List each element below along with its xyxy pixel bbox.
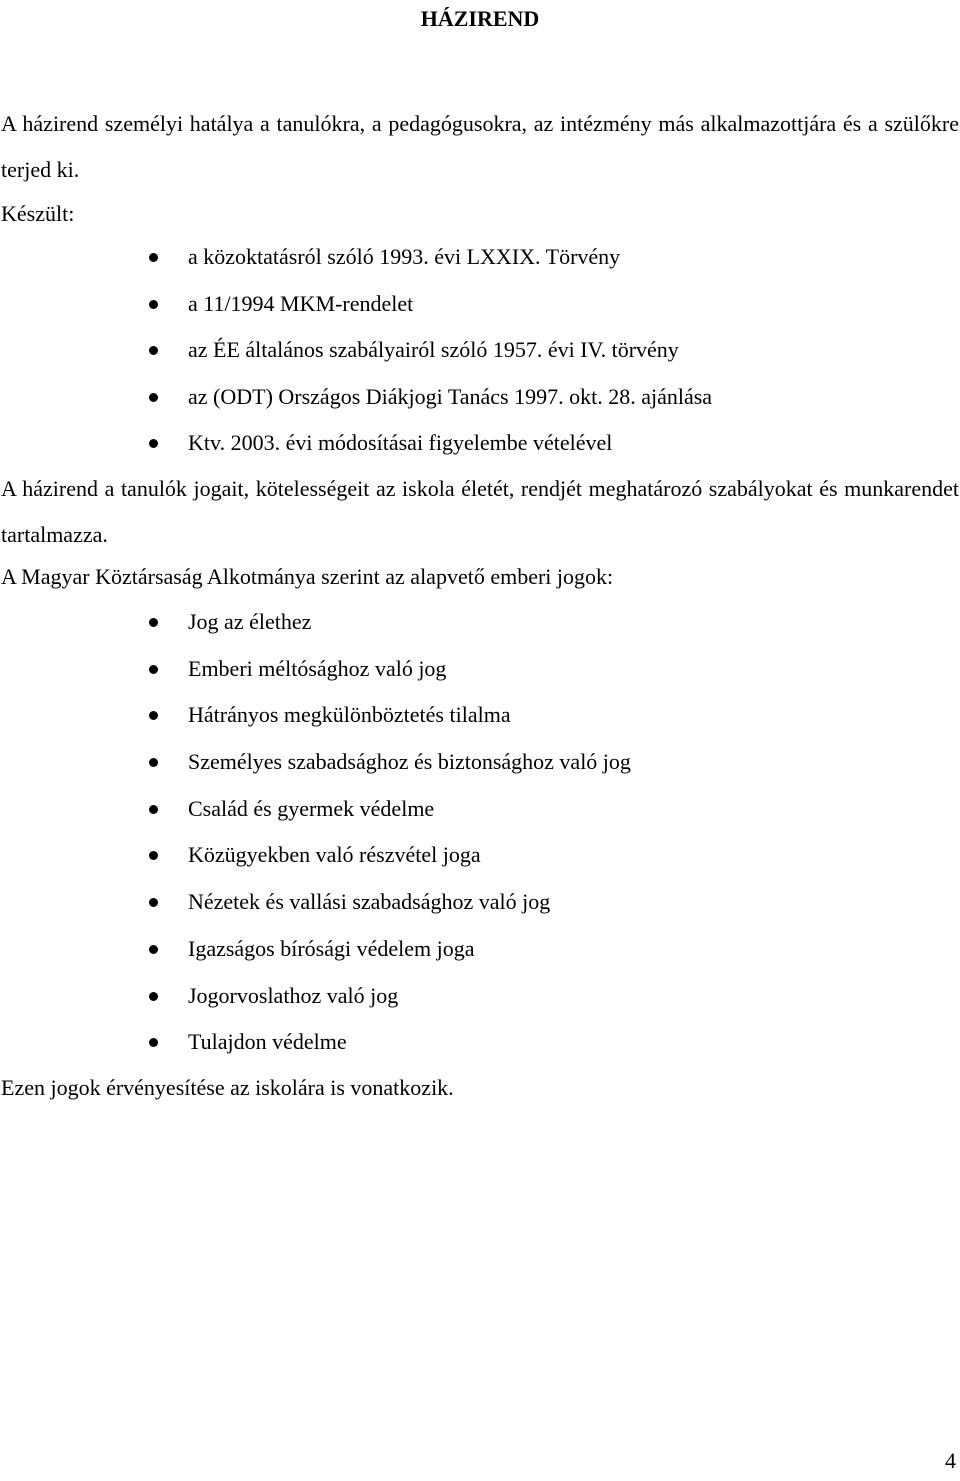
list-item: az ÉE általános szabályairól szóló 1957. évi IV. törvény [0,327,960,374]
list-item: Jogorvoslathoz való jog [0,973,960,1020]
bullet-icon [149,711,158,720]
list-item: a közoktatásról szóló 1993. évi LXXIX. Törvény [0,234,960,281]
bullet-icon [149,665,158,674]
sources-list [0,234,960,467]
bullet-icon [149,346,158,355]
bullet-icon [149,618,158,627]
bullet-icon [149,253,158,262]
bullet-icon [149,439,158,448]
bullet-icon [149,393,158,402]
page-number: 4 [945,1448,956,1473]
list-item: Hátrányos megkülönböztetés tilalma [0,692,960,739]
rights-intro: A Magyar Köztársaság Alkotmánya szerint az alapvető emberi jogok: [1,564,614,589]
intro-paragraph: A házirend személyi hatálya a tanulókra, a pedagógusokra, az intézmény más alkalmazottjára és a szülőkre terjed ki. [1,111,959,182]
document-title: HÁZIREND [420,6,540,31]
bullet-icon [149,945,158,954]
closing-paragraph: Ezen jogok érvényesítése az iskolára is vonatkozik. [1,1075,454,1100]
content-paragraph: A házirend a tanulók jogait, kötelességeit az iskola életét, rendjét meghatározó szabályokat és munkarendet tartalmazza. [1,476,959,547]
bullet-icon [149,898,158,907]
bullet-icon [149,758,158,767]
list-item: Emberi méltósághoz való jog [0,646,960,693]
list-item: Ktv. 2003. évi módosításai figyelembe vételével [0,420,960,467]
bullet-icon [149,851,158,860]
made-label: Készült: [1,201,75,226]
bullet-icon [149,1038,158,1047]
bullet-icon [149,300,158,309]
list-item: Tulajdon védelme [0,1019,960,1066]
list-item: Személyes szabadsághoz és biztonsághoz való jog [0,739,960,786]
list-item: az (ODT) Országos Diákjogi Tanács 1997. okt. 28. ajánlása [0,374,960,421]
list-item: Család és gyermek védelme [0,786,960,833]
bullet-icon [149,992,158,1001]
bullet-icon [149,805,158,814]
list-item: Igazságos bírósági védelem joga [0,926,960,973]
list-item: a 11/1994 MKM-rendelet [0,281,960,328]
list-item: Közügyekben való részvétel joga [0,832,960,879]
rights-list [0,599,960,1066]
list-item: Jog az élethez [0,599,960,646]
list-item: Nézetek és vallási szabadsághoz való jog [0,879,960,926]
